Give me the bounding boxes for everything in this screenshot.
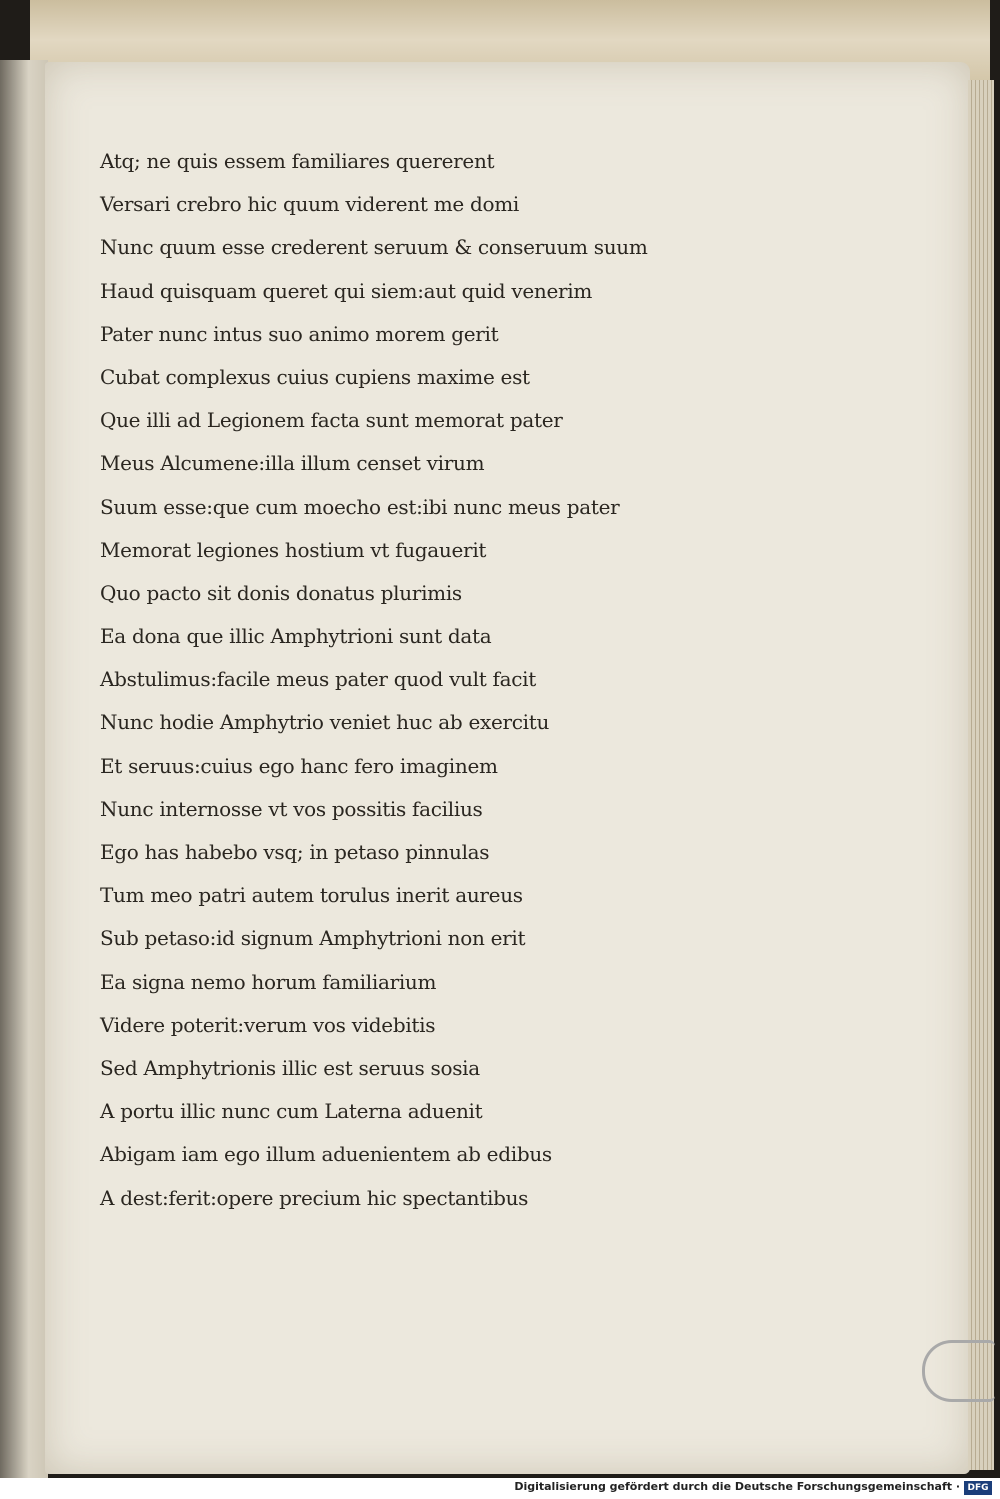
page-stack-edge: [968, 80, 994, 1470]
text-line: Abigam iam ego illum aduenientem ab edibus: [100, 1142, 552, 1167]
text-line: Sub petaso:id signum Amphytrioni non erit: [100, 926, 526, 951]
text-line: Quo pacto sit donis donatus plurimis: [100, 580, 462, 605]
text-line: Sed Amphytrionis illic est seruus sosia: [100, 1055, 480, 1080]
left-page-edge: [0, 60, 48, 1480]
text-block: [100, 140, 660, 1220]
text-line: Nunc quum esse crederent seruum & conseruum suum: [100, 235, 648, 260]
text-line: Ea dona que illic Amphytrioni sunt data: [100, 624, 492, 649]
text-line: Haud quisquam queret qui siem:aut quid venerim: [100, 278, 593, 303]
text-line: Meus Alcumene:illa illum censet virum: [100, 451, 485, 476]
text-line: Versari crebro hic quum viderent me domi: [100, 192, 519, 217]
text-line: Suum esse:que cum moecho est:ibi nunc meus pater: [100, 494, 620, 519]
text-line: Abstulimus:facile meus pater quod vult facit: [100, 667, 537, 692]
text-line: A dest:ferit:opere precium hic spectantibus: [100, 1185, 529, 1210]
text-line: Cubat complexus cuius cupiens maxime est: [100, 364, 530, 389]
text-line: Videre poterit:verum vos videbitis: [100, 1012, 436, 1037]
footer-bar: [0, 1478, 1000, 1499]
text-line: Nunc hodie Amphytrio veniet huc ab exercitu: [100, 710, 550, 735]
text-line: Atq; ne quis essem familiares quererent: [100, 149, 495, 173]
text-line: Que illi ad Legionem facta sunt memorat pater: [100, 408, 563, 433]
text-line: Nunc internosse vt vos possitis facilius: [100, 796, 483, 821]
text-line: Ego has habebo vsq; in petaso pinnulas: [100, 840, 490, 864]
text-line: A portu illic nunc cum Laterna aduenit: [100, 1099, 483, 1124]
text-line: Et seruus:cuius ego hanc fero imaginem: [100, 753, 498, 778]
dfg-logo: DFG: [964, 1481, 992, 1495]
text-line: Memorat legiones hostium vt fugauerit: [100, 537, 487, 562]
footer-credit: Digitalisierung gefördert durch die Deutsche Forschungsgemeinschaft ·: [514, 1480, 960, 1493]
paper-clip: [922, 1340, 995, 1402]
text-line: Pater nunc intus suo animo morem gerit: [100, 321, 499, 346]
text-line: Tum meo patri autem torulus inerit aureus: [100, 883, 523, 908]
text-line: Ea signa nemo horum familiarium: [100, 969, 437, 994]
